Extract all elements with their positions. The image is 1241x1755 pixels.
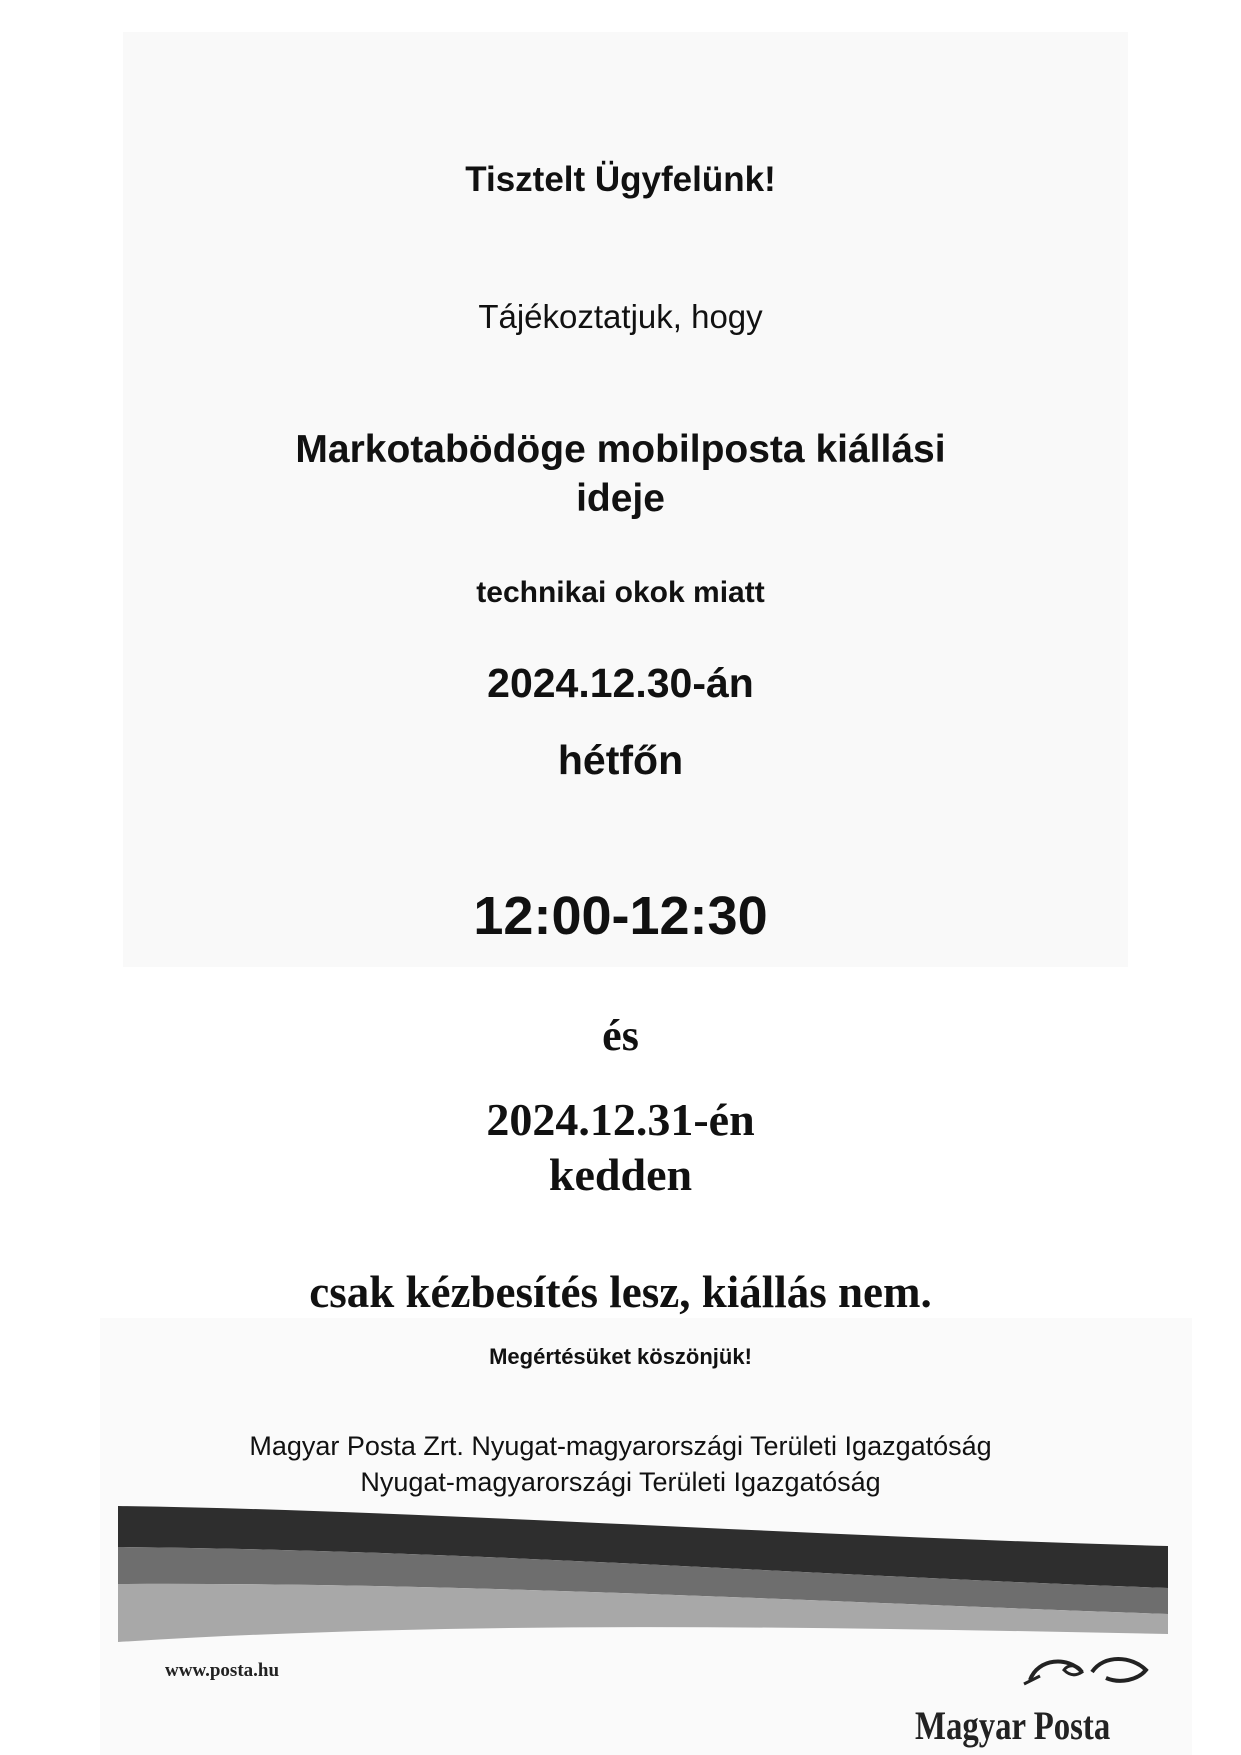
- posthorn-logo-icon: [1020, 1650, 1160, 1696]
- subject-line-2: ideje: [576, 477, 665, 520]
- reason-text: technikai okok miatt: [476, 576, 765, 609]
- first-time-range: 12:00-12:30: [473, 886, 768, 946]
- first-day: hétfőn: [557, 737, 684, 783]
- organization-line-1: Magyar Posta Zrt. Nyugat-magyarországi Területi Igazgatóság: [249, 1431, 992, 1461]
- subject-line-1: Markotabödöge mobilposta kiállási: [295, 428, 946, 471]
- thanks-text: Megértésüket köszönjük!: [489, 1344, 752, 1369]
- second-day: kedden: [548, 1149, 693, 1200]
- organization-line-2: Nyugat-magyarországi Területi Igazgatóság: [360, 1467, 881, 1497]
- statement-text: csak kézbesítés lesz, kiállás nem.: [309, 1267, 932, 1317]
- conjunction-text: és: [602, 1011, 639, 1060]
- intro-text: Tájékoztatjuk, hogy: [478, 298, 763, 335]
- website-link[interactable]: www.posta.hu: [165, 1660, 280, 1681]
- decorative-wave-band: [118, 1502, 1168, 1647]
- brand-wordmark: Magyar Posta: [915, 1703, 1111, 1748]
- greeting: Tisztelt Ügyfelünk!: [465, 160, 776, 199]
- first-date: 2024.12.30-án: [487, 660, 754, 706]
- second-date: 2024.12.31-én: [486, 1094, 755, 1145]
